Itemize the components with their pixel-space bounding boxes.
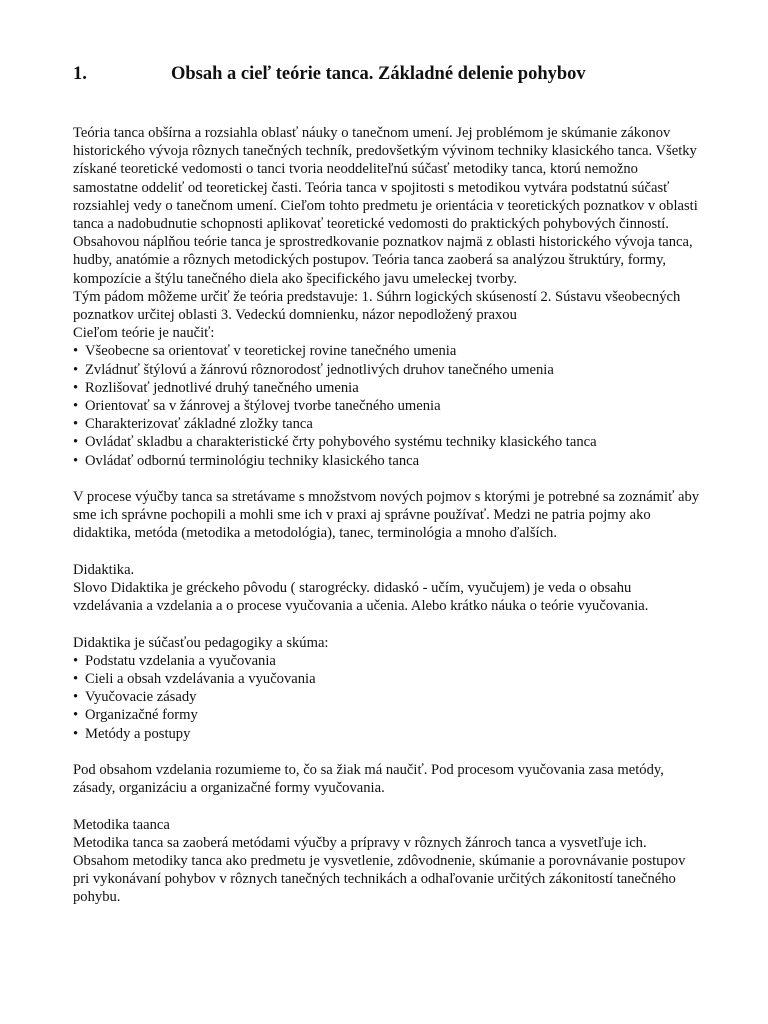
content-paragraph: Pod obsahom vzdelania rozumieme to, čo sa žiak má naučiť. Pod procesom vyučovania zasa metódy, zásady, organizáciu a organizačné formy vyučovania.	[73, 762, 664, 797]
list-item: • Zvládnuť štýlovú a žánrovú rôznorodosť jednotlivých druhov tanečného umenia	[73, 361, 703, 379]
methodology-label: Metodika taanca	[73, 816, 170, 833]
spacer	[73, 615, 703, 633]
didactics-scope-label: Didaktika je súčasťou pedagogiky a skúma:	[73, 634, 329, 651]
section-heading	[73, 62, 703, 86]
section-number: 1.	[73, 64, 87, 84]
list-item: • Rozlišovať jednotlivé druhý tanečného umenia	[73, 379, 703, 397]
spacer	[73, 797, 703, 815]
spacer	[73, 470, 703, 488]
represents-line: Tým pádom môžeme určiť že teória predstavuje: 1. Súhrn logických skúseností 2. Sústavu všeobecných poznatkov určitej oblasti 3. Vedeckú domnienku, názor nepodložený praxou	[73, 288, 681, 324]
list-item: • Ovládať skladbu a charakteristické črty pohybového systému techniky klasického tanca	[73, 433, 703, 451]
list-item: • Všeobecne sa orientovať v teoretickej rovine tanečného umenia	[73, 342, 703, 360]
list-item: • Vyučovacie zásady	[73, 688, 703, 706]
methodology-paragraph: Metodika tanca sa zaoberá metódami výučby a prípravy v rôznych žánroch tanca a vysvetľuje ich. Obsahom metodiky tanca ako predmetu je vysvetlenie, zdôvodnenie, skúmanie a porovnávanie postupov pri vykonávaní pohybov v rôznych tanečných technikách a odhaľovanie určitých zákonitostí tanečného pohybu.	[73, 834, 686, 906]
didactics-scope-list	[73, 652, 703, 743]
process-paragraph: V procese výučby tanca sa stretávame s množstvom nových pojmov s ktorými je potrebné sa zoznámiť aby sme ich správne pochopili a mohli sme ich v praxi aj správne používať. Medzi ne patria pojmy ako didaktika, metóda (metodika a metodológia), tanec, terminológia a mnoho ďalších.	[73, 489, 700, 542]
didactics-paragraph: Slovo Didaktika je gréckeho pôvodu ( starogrécky. didaskó - učím, vyučujem) je veda o obsahu vzdelávania a vzdelania a o procese vyučovania a učenia. Alebo krátko náuka o teórie vyučovania.	[73, 580, 649, 615]
list-item: • Organizačné formy	[73, 706, 703, 724]
list-item: • Podstatu vzdelania a vyučovania	[73, 652, 703, 670]
goals-label: Cieľom teórie je naučiť:	[73, 325, 215, 342]
didactics-label: Didaktika.	[73, 561, 135, 578]
section-title: Obsah a cieľ teórie tanca. Základné delenie pohybov	[171, 64, 586, 84]
list-item: • Metódy a postupy	[73, 725, 703, 743]
document-page	[73, 62, 703, 907]
document-body	[73, 124, 703, 907]
list-item: • Cieli a obsah vzdelávania a vyučovania	[73, 670, 703, 688]
list-item: • Orientovať sa v žánrovej a štýlovej tvorbe tanečného umenia	[73, 397, 703, 415]
goals-list	[73, 342, 703, 469]
spacer	[73, 543, 703, 561]
list-item: • Charakterizovať základné zložky tanca	[73, 415, 703, 433]
list-item: • Ovládať odbornú terminológiu techniky klasického tanca	[73, 452, 703, 470]
spacer	[73, 743, 703, 761]
intro-paragraph: Teória tanca obšírna a rozsiahla oblasť náuky o tanečnom umení. Jej problémom je skúmanie zákonov historického vývoja rôznych tanečných techník, predovšetkým vývinom techniky klasického tanca. Všetky získané teoretické vedomosti o tanci tvoria neoddeliteľnú súčasť metodiky tanca, ktorú nemožno samostatne oddeliť od teoretickej časti. Teória tanca v spojitosti s metodikou vytvára podstatnú súčasť rozsiahlej vedy o tanečnom umení. Cieľom tohto predmetu je orientácia v teoretických poznatkov v oblasti tanca a nadobudnutie schopnosti aplikovať teoretické vedomosti do praktických pohybových činností. Obsahovou náplňou teórie tanca je sprostredkovanie poznatkov najmä z oblasti historického vývoja tanca, hudby, anatómie a rôznych metodických postupov. Teória tanca zaoberá sa analýzou štruktúry, formy, kompozície a štýlu tanečného diela ako špecifického javu umeleckej tvorby.	[73, 125, 698, 287]
